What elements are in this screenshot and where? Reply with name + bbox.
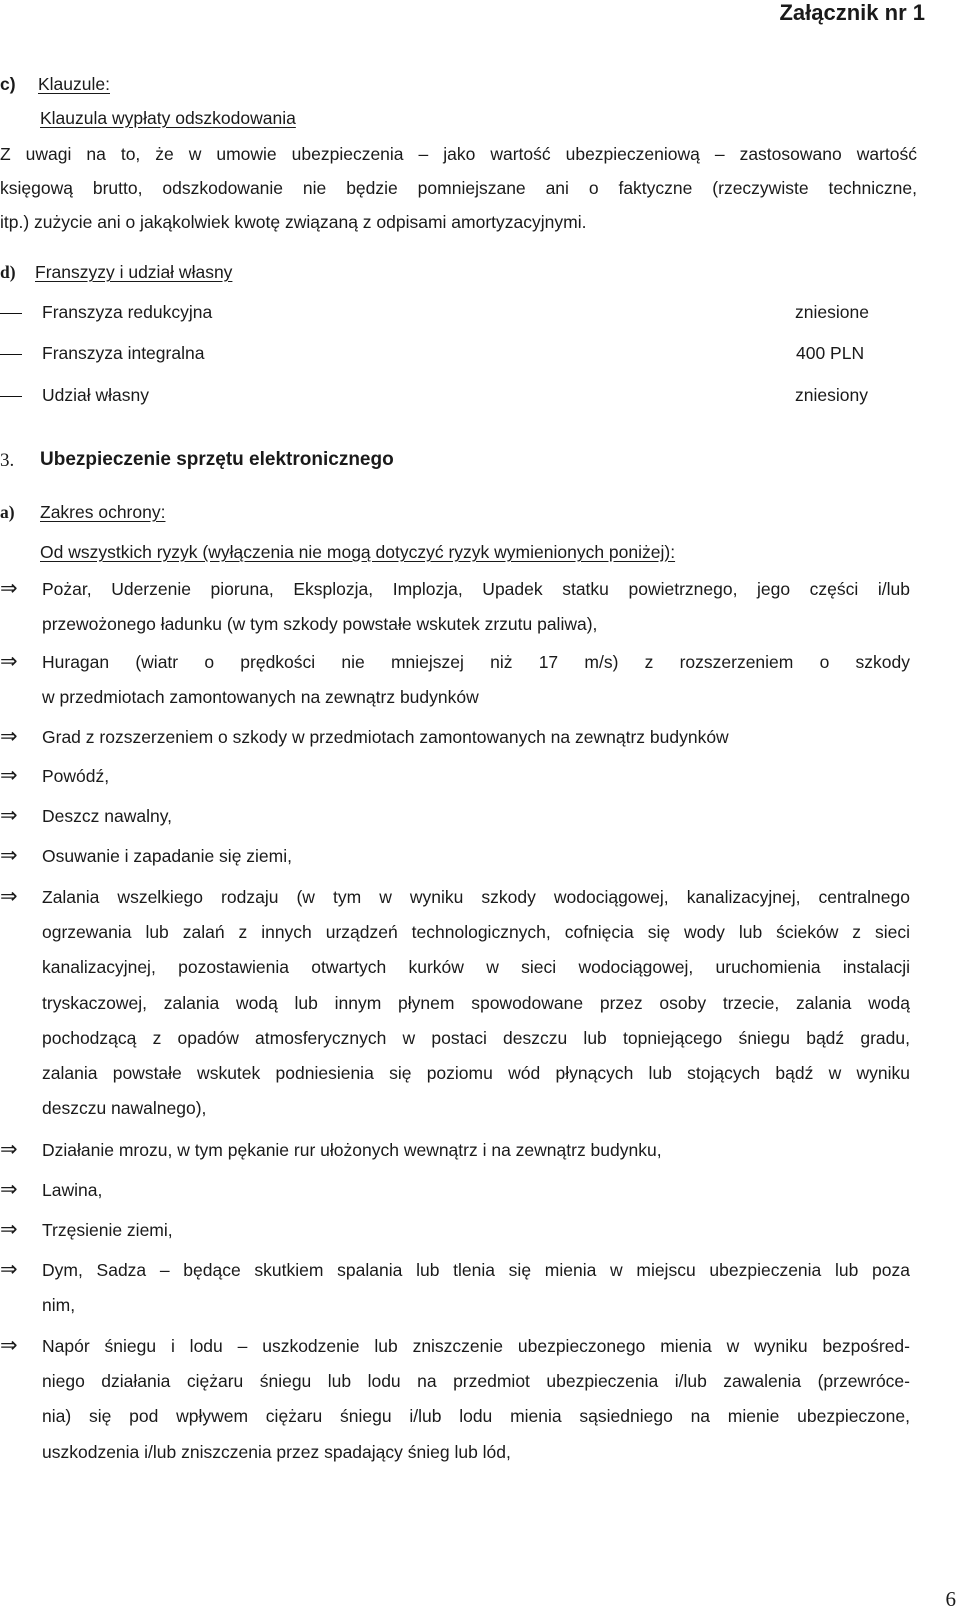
scope-item-line: Deszcz nawalny, <box>42 806 173 826</box>
scope-item-line: pochodzącą z opadów atmosferycznych w postaci deszczu lub topniejącego śniegu bądź gradu, <box>42 1027 910 1048</box>
dash-bullet <box>0 313 22 314</box>
scope-item-line: ogrzewania lub zalań z innych urządzeń technologicznych, cofnięcia się wody lub ścieków z sieci <box>42 922 910 943</box>
double-arrow-icon: ⇒ <box>0 884 18 908</box>
clauses-heading: Klauzule: <box>38 74 110 94</box>
clauses-paragraph-line: księgową brutto, odszkodowanie nie będzie pomniejszane ani o faktyczne (rzeczywiste techniczne, <box>0 178 917 198</box>
clauses-paragraph-line: Z uwagi na to, że w umowie ubezpieczenia – jako wartość ubezpieczeniową – zastosowano wartość <box>0 144 917 164</box>
double-arrow-icon: ⇒ <box>0 1217 18 1241</box>
deductible-value: zniesione <box>795 302 869 322</box>
section-number: 3. <box>0 450 15 471</box>
double-arrow-icon: ⇒ <box>0 1333 18 1357</box>
clauses-subheading: Klauzula wypłaty odszkodowania <box>40 108 296 128</box>
scope-item-line: kanalizacyjnej, pozostawienia otwartych kurków w sieci wodociągowej, uruchomienia instalacji <box>42 957 910 978</box>
scope-item-line: Grad z rozszerzeniem o szkody w przedmiotach zamontowanych na zewnątrz budynków <box>42 727 729 747</box>
section-title: Ubezpieczenie sprzętu elektronicznego <box>40 449 394 470</box>
double-arrow-icon: ⇒ <box>0 724 18 748</box>
scope-item-line: Trzęsienie ziemi, <box>42 1220 173 1240</box>
dash-bullet <box>0 354 22 355</box>
scope-item-line: Zalania wszelkiego rodzaju (w tym w wyniku szkody wodociągowej, kanalizacyjnej, centralnego <box>42 887 910 907</box>
scope-item-line: deszczu nawalnego), <box>42 1098 207 1119</box>
deductible-label: Udział własny <box>42 385 149 405</box>
scope-item-line: tryskaczowej, zalania wodą lub innym płynem spowodowane przez osoby trzecie, zalania wodą <box>42 992 910 1013</box>
page-header-title: Załącznik nr 1 <box>779 0 925 25</box>
scope-item-line: Osuwanie i zapadanie się ziemi, <box>42 846 292 866</box>
scope-item-line: Pożar, Uderzenie pioruna, Eksplozja, Implozja, Upadek statku powietrznego, jego części i/lub <box>42 579 910 599</box>
scope-item-line: Dym, Sadza – będące skutkiem spalania lub tlenia się mienia w miejscu ubezpieczenia lub poza <box>42 1260 910 1280</box>
scope-item-line: nim, <box>42 1295 76 1316</box>
scope-item-line: Lawina, <box>42 1180 103 1200</box>
deductible-label: Franszyza integralna <box>42 343 205 363</box>
scope-item-line: przewożonego ładunku (w tym szkody powstałe wskutek zrzutu paliwa), <box>42 614 598 635</box>
scope-item-line: Napór śniegu i lodu – uszkodzenie lub zniszczenie ubezpieczonego mienia w wyniku bezpośred- <box>42 1336 910 1356</box>
deductible-value: zniesiony <box>795 385 868 405</box>
double-arrow-icon: ⇒ <box>0 763 18 787</box>
deductible-value: 400 PLN <box>796 343 865 363</box>
scope-marker: a) <box>0 502 15 522</box>
scope-intro: Od wszystkich ryzyk (wyłączenia nie mogą dotyczyć ryzyk wymienionych poniżej): <box>40 542 676 562</box>
clauses-paragraph-line: itp.) zużycie ani o jakąkolwiek kwotę związaną z odpisami amortyzacyjnymi. <box>0 212 587 232</box>
double-arrow-icon: ⇒ <box>0 803 18 827</box>
scope-item-line: w przedmiotach zamontowanych na zewnątrz budynków <box>42 687 479 708</box>
double-arrow-icon: ⇒ <box>0 1177 18 1201</box>
clauses-marker: c) <box>0 74 16 94</box>
deductible-label: Franszyza redukcyjna <box>42 302 213 322</box>
double-arrow-icon: ⇒ <box>0 1257 18 1281</box>
double-arrow-icon: ⇒ <box>0 576 18 600</box>
deductibles-heading: Franszyzy i udział własny <box>35 262 233 282</box>
page-number: 6 <box>945 1587 956 1611</box>
scope-item-line: Powódź, <box>42 766 110 786</box>
deductibles-marker: d) <box>0 262 16 282</box>
double-arrow-icon: ⇒ <box>0 649 18 673</box>
scope-item-line: zalania powstałe wskutek podniesienia się poziomu wód płynących lub stojących bądź w wyniku <box>42 1063 910 1083</box>
scope-item-line: Działanie mrozu, w tym pękanie rur ułożonych wewnątrz i na zewnątrz budynku, <box>42 1140 662 1160</box>
scope-item-line: uszkodzenia i/lub zniszczenia przez spadający śnieg lub lód, <box>42 1441 511 1462</box>
dash-bullet <box>0 396 22 397</box>
scope-item-line: niego działania ciężaru śniegu lub lodu na przedmiot ubezpieczenia i/lub zawalenia (przewróce- <box>42 1371 910 1392</box>
scope-item-line: nia) się pod wpływem ciężaru śniegu i/lub lodu mienia sąsiedniego na mienie ubezpieczone, <box>42 1406 910 1427</box>
scope-heading: Zakres ochrony: <box>40 502 166 522</box>
scope-item-line: Huragan (wiatr o prędkości nie mniejszej niż 17 m/s) z rozszerzeniem o szkody <box>42 652 910 672</box>
double-arrow-icon: ⇒ <box>0 1137 18 1161</box>
double-arrow-icon: ⇒ <box>0 843 18 867</box>
